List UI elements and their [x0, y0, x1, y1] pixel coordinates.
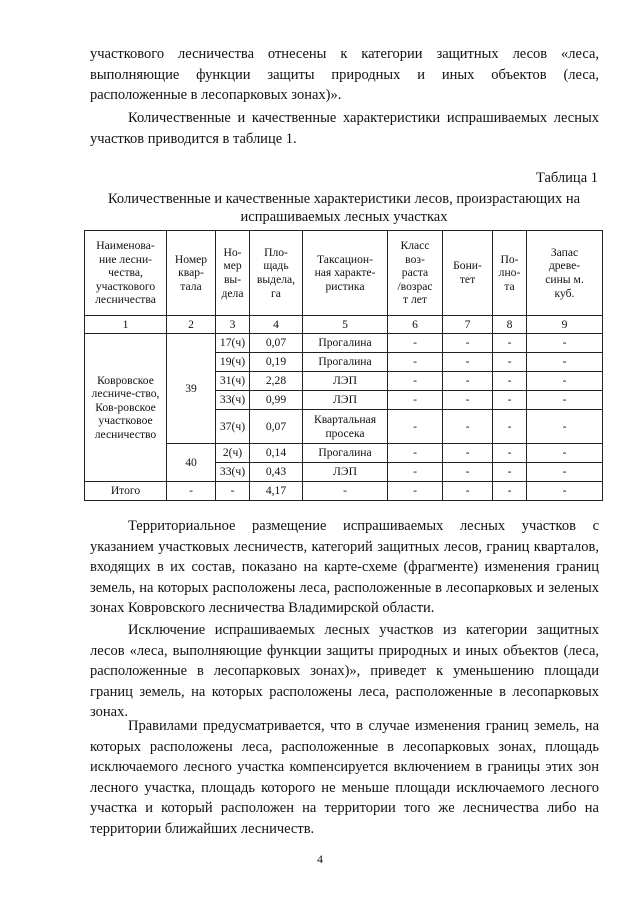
total-quarter-cell: - [167, 482, 216, 501]
area-cell: 2,28 [250, 372, 303, 391]
forest-characteristics-table [84, 230, 603, 501]
header-area: Пло- щадь выдела, га [250, 231, 303, 316]
taxation-cell: Прогалина [303, 334, 388, 353]
table-caption-number: Таблица 1 [535, 170, 598, 186]
age-cell: - [388, 463, 443, 482]
table-total-row [85, 482, 603, 501]
density-cell: - [493, 410, 527, 444]
age-cell: - [388, 391, 443, 410]
column-number-row [85, 316, 603, 334]
density-cell: - [493, 353, 527, 372]
total-area-cell: 4,17 [250, 482, 303, 501]
plot-cell: 33(ч) [216, 463, 250, 482]
paragraph-table-reference: Количественные и качественные характеристики испрашиваемых лесных участков приводится в таблице 1. [90, 110, 599, 147]
stock-cell: - [527, 444, 603, 463]
header-quarter: Номер квар- тала [167, 231, 216, 316]
header-plot: Но- мер вы- дела [216, 231, 250, 316]
plot-cell: 17(ч) [216, 334, 250, 353]
area-cell: 0,07 [250, 334, 303, 353]
bonitet-cell: - [443, 372, 493, 391]
total-stock-cell: - [527, 482, 603, 501]
bonitet-cell: - [443, 463, 493, 482]
column-number: 1 [85, 316, 167, 334]
density-cell: - [493, 391, 527, 410]
stock-cell: - [527, 353, 603, 372]
age-cell: - [388, 410, 443, 444]
area-cell: 0,14 [250, 444, 303, 463]
paragraph-exclusion: Исключение испрашиваемых лесных участков из категории защитных лесов «леса, выполняющие функции защиты природных и иных объектов (леса, расположенные в лесопарковых зонах)», приведет к уменьшению площади границ земель, на которых расположены леса, расположенные в лесопарковых зонах. [90, 622, 599, 721]
header-stock: Запас древе- сины м. куб. [527, 231, 603, 316]
taxation-cell: Прогалина [303, 444, 388, 463]
age-cell: - [388, 334, 443, 353]
quarter-number-cell: 39 [167, 334, 216, 444]
density-cell: - [493, 444, 527, 463]
taxation-cell: ЛЭП [303, 372, 388, 391]
density-cell: - [493, 372, 527, 391]
plot-cell: 33(ч) [216, 391, 250, 410]
stock-cell: - [527, 372, 603, 391]
column-number: 4 [250, 316, 303, 334]
header-density: По- лно- та [493, 231, 527, 316]
table-caption-title: Количественные и качественные характеристики лесов, произрастающих на испрашиваемых лесных участках [107, 191, 581, 225]
column-number: 5 [303, 316, 388, 334]
paragraph-territorial-placement: Территориальное размещение испрашиваемых лесных участков с указанием участковых лесничеств, категорий защитных лесов, границ кварталов, входящих в их состав, показано на карте-схеме (фрагменте) изменения границ земель, на которых расположены леса, расположенные в лесопарковых и зеленых зонах Ковровского лесничества Владимирской области. [90, 518, 599, 617]
taxation-cell: Квартальная просека [303, 410, 388, 444]
header-age-class: Класс воз- раста /возрас т лет [388, 231, 443, 316]
age-cell: - [388, 372, 443, 391]
column-number: 2 [167, 316, 216, 334]
bonitet-cell: - [443, 410, 493, 444]
bonitet-cell: - [443, 444, 493, 463]
forestry-name-cell: Ковровское лесниче-ство, Ков-ровское участковое лесничество [85, 334, 167, 482]
area-cell: 0,07 [250, 410, 303, 444]
total-plot-cell: - [216, 482, 250, 501]
area-cell: 0,19 [250, 353, 303, 372]
stock-cell: - [527, 463, 603, 482]
density-cell: - [493, 463, 527, 482]
column-number: 8 [493, 316, 527, 334]
plot-cell: 37(ч) [216, 410, 250, 444]
column-number: 6 [388, 316, 443, 334]
age-cell: - [388, 353, 443, 372]
bonitet-cell: - [443, 353, 493, 372]
quarter-number-cell: 40 [167, 444, 216, 482]
stock-cell: - [527, 410, 603, 444]
density-cell: - [493, 334, 527, 353]
taxation-cell: Прогалина [303, 353, 388, 372]
total-taxation-cell: - [303, 482, 388, 501]
header-forestry: Наименова- ние лесни- чества, участкового лесничества [85, 231, 167, 316]
stock-cell: - [527, 391, 603, 410]
table-row [85, 334, 603, 353]
total-density-cell: - [493, 482, 527, 501]
bonitet-cell: - [443, 391, 493, 410]
taxation-cell: ЛЭП [303, 391, 388, 410]
area-cell: 0,43 [250, 463, 303, 482]
paragraph-intro: участкового лесничества отнесены к категории защитных лесов «леса, выполняющие функции защиты природных и иных объектов (леса, расположенные в лесопарковых зонах)». [90, 46, 599, 104]
table-header-row [85, 231, 603, 316]
stock-cell: - [527, 334, 603, 353]
column-number: 3 [216, 316, 250, 334]
header-bonitet: Бони- тет [443, 231, 493, 316]
total-label-cell: Итого [85, 482, 167, 501]
column-number: 9 [527, 316, 603, 334]
age-cell: - [388, 444, 443, 463]
total-age-cell: - [388, 482, 443, 501]
plot-cell: 2(ч) [216, 444, 250, 463]
header-taxation: Таксацион- ная характе- ристика [303, 231, 388, 316]
column-number: 7 [443, 316, 493, 334]
plot-cell: 31(ч) [216, 372, 250, 391]
area-cell: 0,99 [250, 391, 303, 410]
total-bonitet-cell: - [443, 482, 493, 501]
taxation-cell: ЛЭП [303, 463, 388, 482]
paragraph-rules: Правилами предусматривается, что в случае изменения границ земель, на которых расположены леса, расположенные в лесопарковых зонах, площадь исключаемого лесного участка компенсируется включением в границы этих зон лесного участка, площадь которого не меньше площади исключаемого лесного участка и который расположен на территории того же лесничества либо на территории ближайших лесничеств. [90, 718, 599, 837]
plot-cell: 19(ч) [216, 353, 250, 372]
page-number: 4 [317, 852, 323, 866]
bonitet-cell: - [443, 334, 493, 353]
